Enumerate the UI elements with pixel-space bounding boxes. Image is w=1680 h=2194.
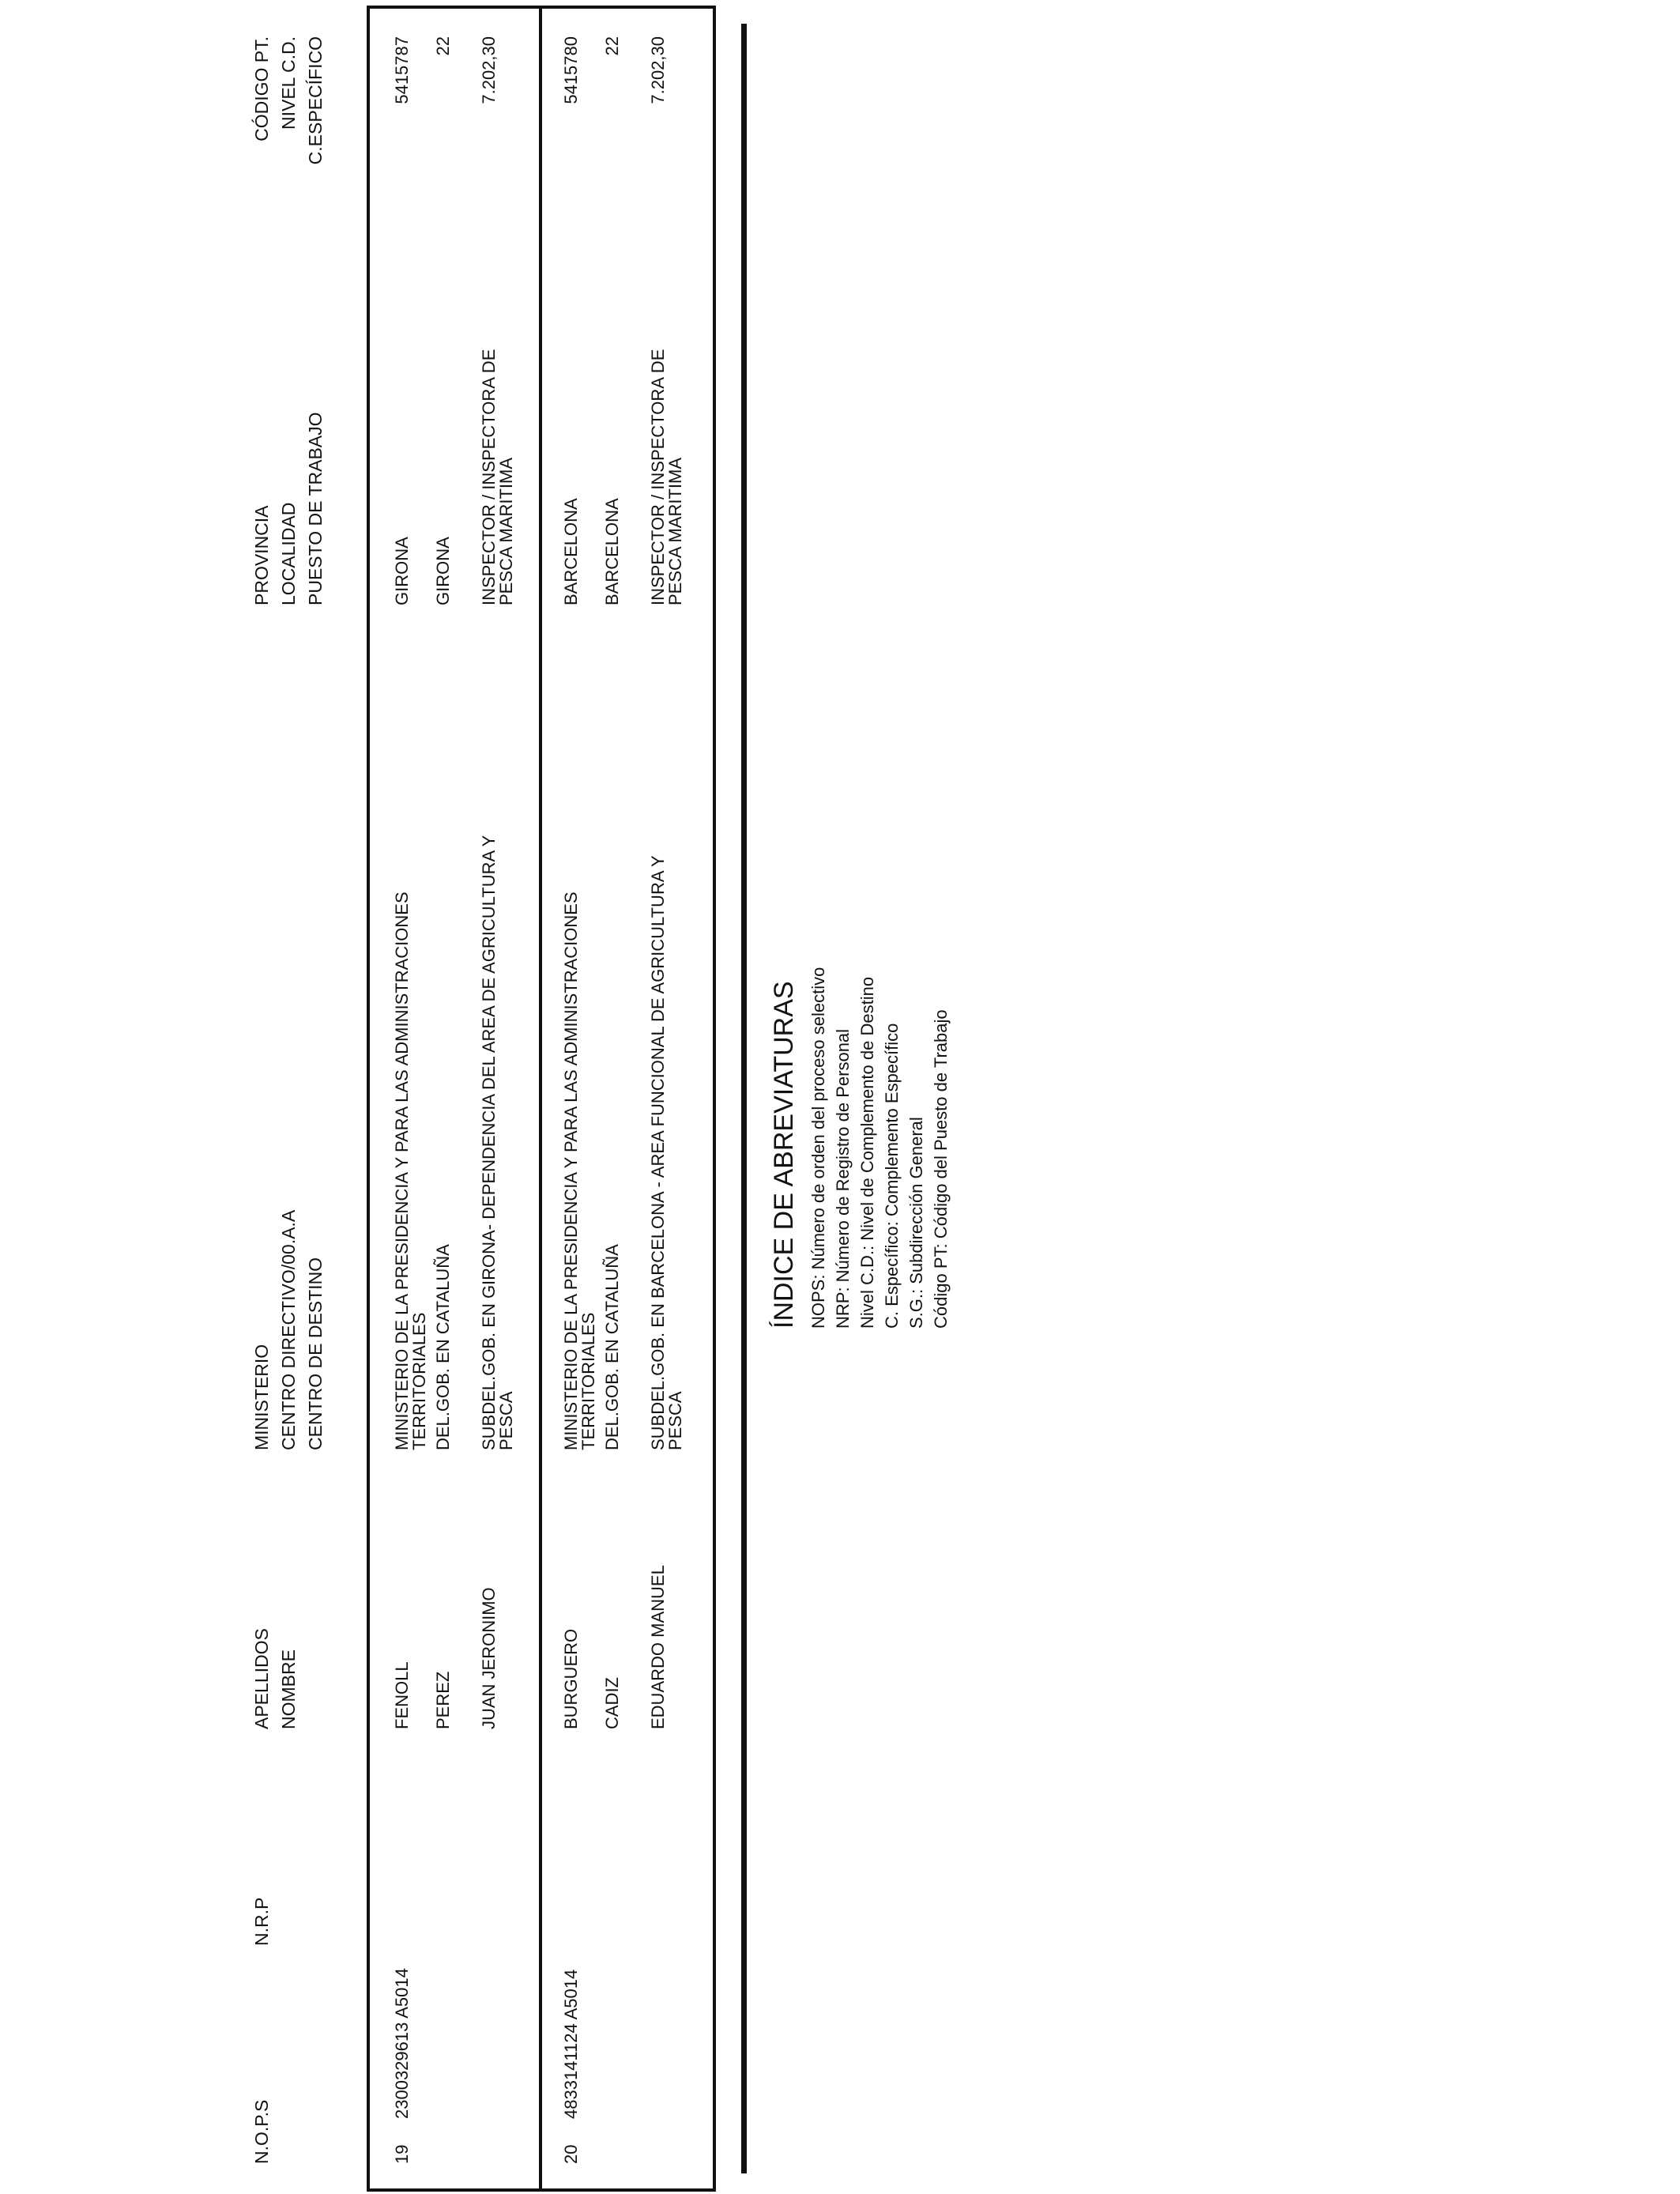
abbreviation-item: Nivel C.D.: Nivel de Complemento de Destino [857,976,877,1329]
header-ministerio-1: MINISTERIO [251,1344,272,1450]
table-border-top [367,6,370,2192]
row-nombre: EDUARDO MANUEL [648,1565,668,1729]
abbreviation-item: NRP: Número de Registro de Personal [833,1028,853,1329]
row-nops: 19 [392,2144,412,2164]
abbreviations-title: ÍNDICE DE ABREVIATURAS [769,981,799,1329]
row-nrp: 2300329613 A5014 [392,1968,412,2119]
header-nrp: N.R.P [251,1897,272,1946]
row-provincia: GIRONA [392,537,412,605]
row-nombre: JUAN JERONIMO [479,1587,499,1729]
abbreviation-item: NOPS: Número de orden del proceso selectivo [808,967,828,1329]
row-centro-destino-2: PESCA [665,1391,685,1450]
row-nivel-cd: 22 [433,36,453,56]
row-apellido1: BURGUERO [561,1628,581,1729]
header-codigo-3: C.ESPECÍFICO [305,36,326,165]
row-ministerio-1: MINISTERIO DE LA PRESIDENCIA Y PARA LAS ADMINISTRACIONES [561,892,581,1450]
row-nivel-cd: 22 [602,36,622,56]
row-centro-destino-2: PESCA [496,1391,516,1450]
header-ministerio-3: CENTRO DE DESTINO [305,1257,326,1450]
row-apellido2: CADIZ [602,1677,622,1729]
row-ministerio-2: TERRITORIALES [578,1312,598,1450]
row-puesto-1: INSPECTOR / INSPECTORA DE [648,349,668,605]
row-centro-directivo: DEL.GOB. EN CATALUÑA [602,1244,622,1450]
row-nrp: 4833141124 A5014 [561,1969,581,2119]
row-nops: 20 [561,2144,581,2164]
header-provincia-1: PROVINCIA [251,505,272,605]
row-codigo-pt: 5415780 [561,36,581,104]
row-codigo-pt: 5415787 [392,36,412,104]
row-apellido2: PEREZ [433,1671,453,1729]
row-ministerio-2: TERRITORIALES [409,1312,429,1450]
row-centro-destino-1: SUBDEL.GOB. EN GIRONA- DEPENDENCIA DEL AREA DE AGRICULTURA Y [479,835,499,1450]
section-divider [741,24,747,2173]
row-puesto-2: PESCA MARITIMA [496,457,516,605]
abbreviation-item: C. Específico: Complemento Específico [882,1023,902,1329]
header-apellidos-1: APELLIDOS [251,1628,272,1729]
row-c-especifico: 7.202,30 [648,36,668,104]
table-border-bottom [713,6,716,2192]
row-localidad: GIRONA [433,537,453,605]
header-nops: N.O.P.S [251,2099,272,2164]
header-provincia-2: LOCALIDAD [278,502,299,605]
row-localidad: BARCELONA [602,498,622,605]
abbreviation-item: Código PT: Código del Puesto de Trabajo [931,1009,951,1329]
row-puesto-2: PESCA MARITIMA [665,457,685,605]
row-separator [539,6,542,2192]
header-codigo-1: CÓDIGO PT. [251,36,272,141]
abbreviation-item: S.G.: Subdirección General [906,1117,926,1329]
row-centro-directivo: DEL.GOB. EN CATALUÑA [433,1244,453,1450]
row-apellido1: FENOLL [392,1661,412,1729]
row-puesto-1: INSPECTOR / INSPECTORA DE [479,349,499,605]
row-ministerio-1: MINISTERIO DE LA PRESIDENCIA Y PARA LAS ADMINISTRACIONES [392,892,412,1450]
row-centro-destino-1: SUBDEL.GOB. EN BARCELONA - AREA FUNCIONAL DE AGRICULTURA Y [648,855,668,1450]
header-apellidos-2: NOMBRE [278,1649,299,1729]
header-ministerio-2: CENTRO DIRECTIVO/00.A.A [278,1209,299,1450]
header-provincia-3: PUESTO DE TRABAJO [305,412,326,605]
row-provincia: BARCELONA [561,498,581,605]
header-codigo-2: NIVEL C.D. [278,36,299,130]
row-c-especifico: 7.202,30 [479,36,499,104]
